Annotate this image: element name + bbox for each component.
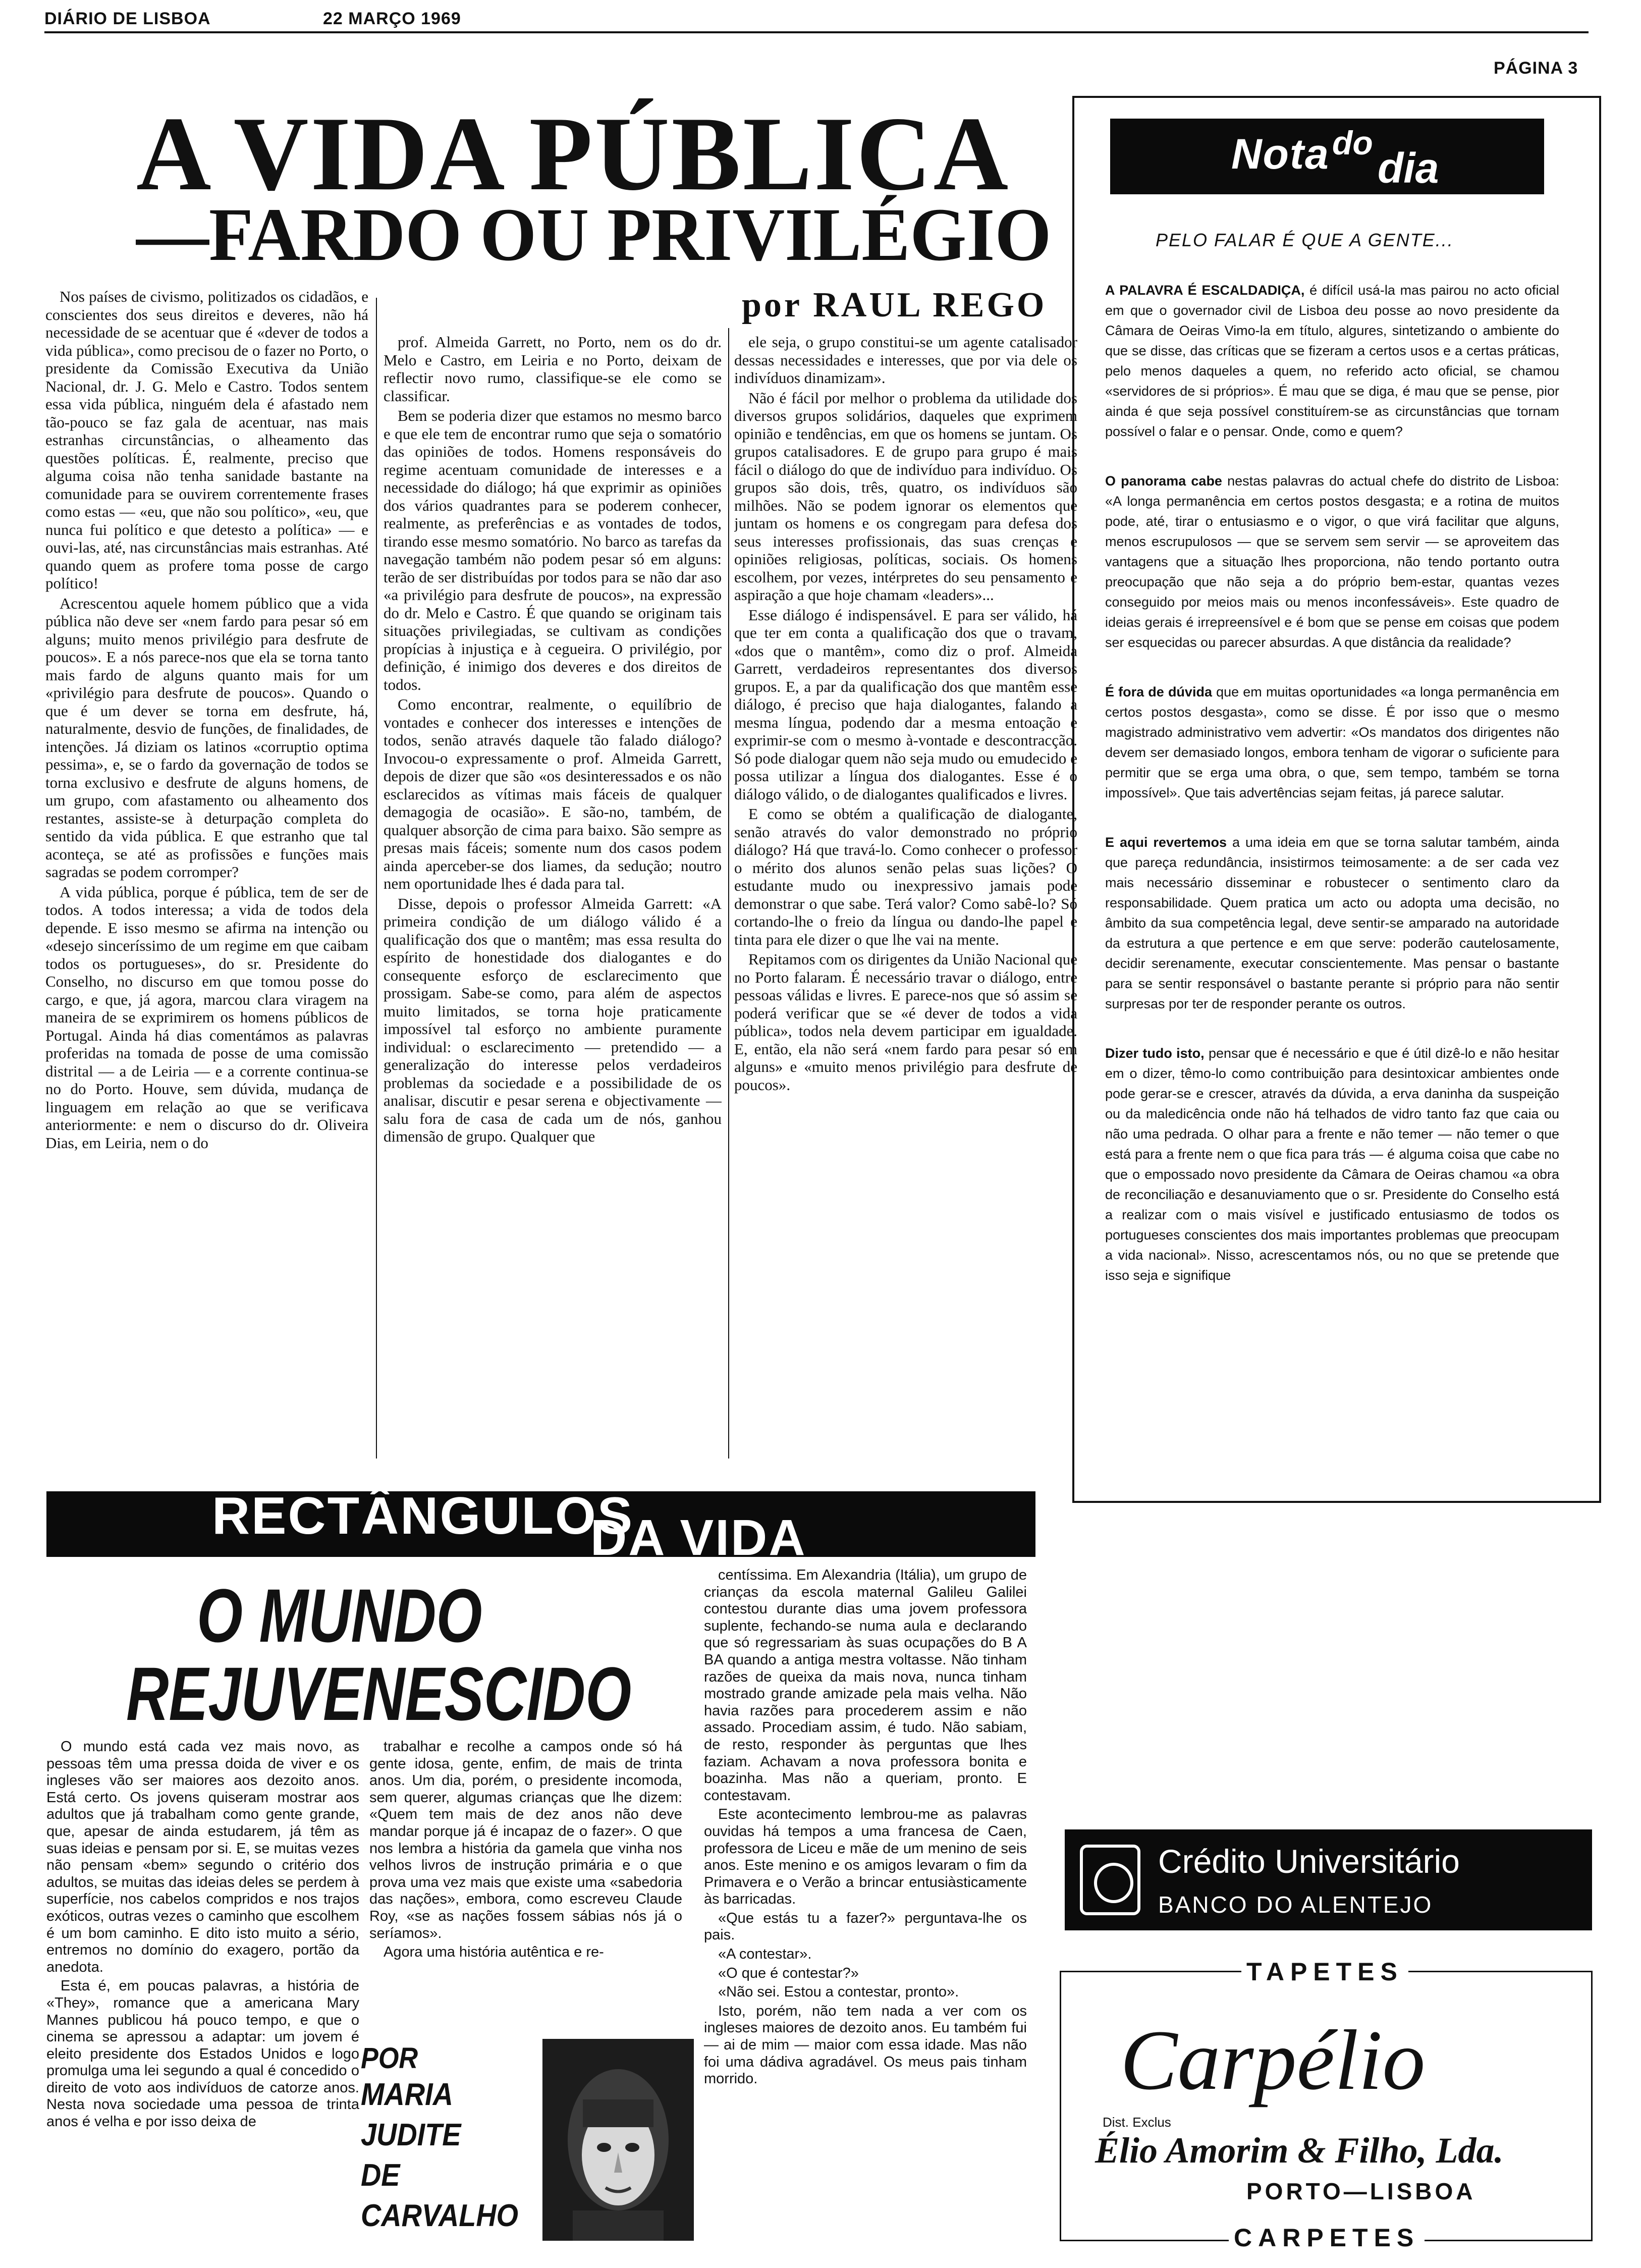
bank-logo-inner [1094, 1863, 1133, 1903]
article-paragraph: Repitamos com os dirigentes da União Nacional que no Porto falaram. É necessário travar o diálogo, entre pessoas válidas e livres. E parece-nos que só assim se poderá verificar que se «é dever de todos a vida pública», todos nela devem participar em igualdade. E, então, ela não será «nem fardo para pesar só em alguns» e «muito menos privilégio para desfrute de poucos». [734, 950, 1077, 1094]
article-title-line1: A VIDA PÚBLICA [136, 95, 1011, 212]
nota-subtitle: PELO FALAR É QUE A GENTE... [1156, 230, 1454, 250]
nota-text: que em muitas oportunidades «a longa permanência em certos postos desgasta», como se disse. É por isso que o mesmo magistrado administrativo vem advertir: «Os mandatos dos dirigentes não devem ser demasiado longos, embora tenham de vigorar o suficiente para permitir que se erga uma obra, o que, sem tempo, também se torna impossível». Que tais advertências sejam feitas, já parece salutar. [1105, 684, 1559, 800]
story-paragraph: Agora uma história autêntica e re- [384, 1944, 604, 1961]
story-paragraph: Isto, porém, não tem nada a ver com os ingleses maiores de dezoito anos. Eu também fui — ai de mim — maior com essa idade. Mas não foi uma dádiva agradável. Os meus pais tinham morrido. [704, 2003, 1027, 2087]
story-paragraph: centíssima. Em Alexandria (Itália), um grupo de crianças da escola maternal Galileu Galilei contestou durante dias uma jovem professora suplente, fechando-se numa aula e declarando que só regressariam às suas ocupações do B A BA quando a antiga mestra voltasse. Não tinham razões de queixa da mais nova, nunca tinham mostrado grande amizade pela mais velha. Não havia razões para procederem assim e não assado. Procediam assim, é tudo. Não sabiam, de resto, responder às perguntas que lhes faziam. Achavam a nova professora bonita e boazinha. Mas não a queriam, pronto. E contestavam. [704, 1567, 1027, 1804]
article-paragraph: Acrescentou aquele homem público que a vida pública não deve ser «nem fardo para pesar só em alguns; muito menos privilégio para desfrute de poucos». E a nós parece-nos que ela se torna tanto mais fardo de alguns quanto mais for um «privilégio para desfrute de poucos». Quando o que é um dever se torna em desfrute, há, naturalmente, desvio de funções, de finalidades, de intenções. Já diziam os latinos «corruptio optima pessima», e, se o fardo da governação de todos se torna exclusivo e desfrute de alguns homens, de um grupo, com afastamento ou alheamento dos restantes, assiste-se à deturpação completa do sentido da vida pública. E que estranho que tal aconteça, se até as profissões e funções mais sagradas se podem corromper? [45, 594, 368, 881]
story-title-line1: O MUNDO [197, 1573, 482, 1658]
nota-lead: A PALAVRA É ESCALDADIÇA, [1105, 283, 1305, 298]
story-byline-name: MARIA [361, 2077, 453, 2112]
nota-lead: E aqui revertemos [1105, 835, 1227, 850]
story-byline-name: JUDITE [361, 2118, 461, 2152]
article-paragraph: Esse diálogo é indispensável. E para ser válido, há que ter em conta a qualificação dos que o travam, «dos que o mantêm», como diz o prof. Almeida Garrett, verdadeiros representantes dos diversos grupos. E, a par da qualificação dos que mantêm esse diálogo, é preciso que haja dialogantes, falando a mesma língua, podendo dar a mesma entoação e exprimir-se com o mesmo à-vontade e descontracção. Só pode dialogar quem não seja mudo ou emudecido e possa utilizar a língua dos dialogantes. Esse é o diálogo válido, o de dialogantes qualificados e livres. [734, 606, 1077, 803]
story-column-1 [46, 1739, 359, 2248]
carpelio-brand: Carpélio [1120, 2013, 1426, 2108]
bank-logo-icon [1080, 1845, 1140, 1915]
nota-lead: O panorama cabe [1105, 473, 1222, 489]
carpetes-label: CARPETES [1229, 2223, 1425, 2252]
article-paragraph: Não é fácil por melhor o problema da utilidade dos diversos grupos solidários, daqueles que exprimem opinião e tendências, em que os homens se juntam. Os grupos catalisadores. E de grupo para grupo é mais fácil o diálogo do que de indivíduo para indivíduo. Os grupos são dois, três, quatro, os indivíduos são milhões. Não se podem ignorar os elementos que juntam os homens e os congregam para defesa dos seus interesses profissionais, das suas crenças e opiniões religiosas, políticas, sociais. Os homens escolhem, por vezes, intérpretes do seu pensamento e aspiração a que hoje chamam «leaders»... [734, 389, 1077, 604]
article-paragraph: prof. Almeida Garrett, no Porto, nem os do dr. Melo e Castro, em Leiria e no Porto, deixam de reflectir novo rumo, classifique-se ele como se classificar. [384, 333, 722, 405]
nota-paragraph [1105, 1043, 1559, 1285]
nota-lead: Dizer tudo isto, [1105, 1046, 1205, 1061]
masthead-paper: DIÁRIO DE LISBOA [44, 9, 211, 28]
nota-paragraph [1105, 832, 1559, 1014]
story-paragraph: «Não sei. Estou a contestar, pronto». [718, 1984, 959, 2001]
nota-body [1105, 280, 1559, 1481]
page-number: PÁGINA 3 [1494, 59, 1578, 78]
nota-do-dia-logo [1110, 119, 1544, 194]
article-column-3 [734, 333, 1077, 1459]
story-byline-por: POR [361, 2042, 418, 2075]
story-paragraph: «O que é contestar?» [718, 1965, 859, 1981]
nota-text: a uma ideia em que se torna salutar também, ainda que pareça redundância, insistirmos teimosamente: a de ser cada vez mais necessário disseminar e robustecer o sentimento claro da responsabilidade. Quem pratica um acto ou adopta uma decisão, no âmbito da sua competência legal, deve sentir-se amparado na autoridade da estrutura a que pertence e em que serve: poderão cautelosamente, decidir serenamente, executar conscientemente. Mas pensar o bastante para se sentir responsável o bastante perante si próprio para não sentir surpresas por ter de responder perante os outros. [1105, 835, 1559, 1011]
nota-lead: É fora de dúvida [1105, 684, 1212, 699]
rectangulos-banner-right: DA VIDA [590, 1509, 807, 1566]
nota-paragraph [1105, 471, 1559, 653]
article-column-2 [384, 333, 722, 1459]
nota-paragraph [1105, 280, 1559, 442]
credito-title: Crédito Universitário [1158, 1843, 1460, 1880]
nota-text: nestas palavras do actual chefe do distrito de Lisboa: «A longa permanência em certos postos desgasta; e a rotina de muitos pode, até, tirar o entusiasmo e o vigor, o que virá facilitar que alguns, menos escrupulosos — que se servem sem servir — se aproveitem das vantagens que a situação lhes proporciona, não tendo portanto outra preocupação que não seja a do próprio bem-estar, quantas vezes conseguido por meios mais ou menos inconfessáveis». Este quadro de ideias gerais é irrepreensível e é bom que se pense em coisas que podem ser esquecidas ou parecer absurdas. A que distância da realidade? [1105, 473, 1559, 650]
story-byline-name: CARVALHO [361, 2198, 519, 2233]
author-portrait [542, 2039, 694, 2241]
tapetes-label: TAPETES [1241, 1957, 1408, 1986]
nota-logo-word: do [1332, 124, 1373, 161]
story-title-line2: REJUVENESCIDO [126, 1651, 632, 1736]
article-paragraph: A vida pública, porque é pública, tem de ser de todos. A todos interessa; a vida de todos dela depende. E isso mesmo se afirma na intenção ou «desejo sinceríssimo de um regime em que caibam todos os portugueses», do sr. Presidente do Conselho, no discurso em que tomou posse do cargo, e que, já agora, marcou clara viragem na maneira de se exprimirem os homens públicos de Portugal. Ainda há dias comentámos as palavras proferidas na tomada de posse de uma comissão distrital — a de Leiria — e a corrente continua-se no do Porto. Houve, sem dúvida, mudança de linguagem em relação ao que se verificava anteriormente: e nem o discurso do dr. Oliveira Dias, em Leiria, nem o do [45, 883, 368, 1152]
article-paragraph: Bem se poderia dizer que estamos no mesmo barco e que ele tem de encontrar rumo que seja o somatório das opiniões de todos. Homens responsáveis do regime acentuam comunidade de interesses e a necessidade do diálogo; há que exprimir as opiniões dos vários quadrantes para se poderem conhecer, realmente, as preferências e as vontades de todos, tirando esse mesmo somatório. No barco as tarefas da navegação também não podem pesar só em alguns: terão de ser distribuídas por todos para se não dar aso «a privilégio para desfrute de poucos», na expressão do dr. Melo e Castro. É que quando se originam tais situações privilegiadas, se cultivam as condições propícias à injustiça e à cegueira. O privilégio, por definição, é inimigo dos deveres e dos direitos de todos. [384, 407, 722, 693]
nota-text: pensar que é necessário e que é útil dizê-lo e não hesitar em o dizer, têmo-lo como contribuição para desintoxicar ambientes onde pode gerar-se e crescer, através da dúvida, a erva daninha da suspeição ou da maledicência onde não há telhados de vidro tanto faz que caia ou não uma pedrada. O olhar para a frente e não temer — não temer o que está para a frente nem o que fica para trás — é alguma coisa que cabe no que o empossado novo presidente da Câmara de Oeiras chamou «a obra de reconciliação e desanuviamento que o sr. Presidente do Conselho está a realizar com o mais visível e justificado entusiasmo de todos os portugueses conscientes dos mais importantes problemas que preocupam a vida nacional». Nisso, acrescentamos nós, ou no que se pretende que isso seja e signifique [1105, 1046, 1559, 1283]
story-paragraph: trabalhar e recolhe a campos onde só há gente idosa, gente, enfim, de mais de trinta anos. Um dia, porém, o presidente incomoda, sem querer, algumas crianças que lhe dizem: «Quem tem mais de dez anos não deve mandar porque já é incapaz de o fazer». O que nos lembra a história da gamela que vinha nos velhos livros de instrução primária e o que prova uma vez mais que existe uma «sabedoria das nações», embora, como escreveu Claude Roy, «se as nações fossem sábias nós já o seríamos». [369, 1739, 682, 1941]
article-paragraph: Como encontrar, realmente, o equilíbrio de vontades e conhecer dos interesses e intenções de todos, senão através daquele tão falado diálogo? Invocou-o expressamente o prof. Almeida Garrett, depois de dizer que são «os desinteressados e os não esclarecidos as vítimas mais fáceis de qualquer demagogia de ocasião». E são-no, também, de qualquer absorção de cima para baixo. São sempre as presas mais fáceis; somente num dos casos podem ainda aperceber-se dos liames, da sedução; noutro nem oportunidade lhes é dada para tal. [384, 695, 722, 892]
story-paragraph: «A contestar». [718, 1946, 812, 1963]
credito-bank: BANCO DO ALENTEJO [1158, 1892, 1433, 1918]
article-column-1 [45, 288, 368, 1448]
article-title-line2: —FARDO OU PRIVILÉGIO [136, 193, 1052, 277]
article-paragraph: Nos países de civismo, politizados os cidadãos, e conscientes dos seus direitos e deveres, não há necessidade de se acentuar que é «dever de todos a vida pública», como precisou de o fazer no Porto, o presidente da Comissão Executiva da União Nacional, dr. J. G. Melo e Castro. Todos sentem essa vida pública, ninguém dela é afastado nem tão-pouco se faz gala de acentuar, nas mais estranhas circunstâncias, o alheamento das questões políticas. É, realmente, preciso que alguma coisa não tenha sanidade bastante na comunidade para se ouvirem correntemente frases como estas — «eu, que não sou político», «eu, que nunca fui político e que detesto a política» — e ouvi-las, até, nas circunstâncias mais estranhas. Até quando quem as profere toma posse de cargo político! [45, 288, 368, 592]
author-portrait-image [542, 2039, 694, 2241]
masthead-date: 22 MARÇO 1969 [323, 9, 461, 28]
carpelio-dist: Dist. Exclus [1103, 2115, 1171, 2130]
carpelio-distributor: Élio Amorim & Filho, Lda. [1095, 2130, 1504, 2171]
story-byline-name: DE [361, 2158, 400, 2193]
masthead-rule [44, 31, 1589, 33]
story-paragraph: «Que estás tu a fazer?» perguntava-lhe os pais. [704, 1910, 1027, 1943]
rectangulos-banner-left: RECTÂNGULOS [212, 1487, 634, 1545]
article-paragraph: ele seja, o grupo constitui-se um agente catalisador dessas necessidades e interesses, que por via dele os indivíduos dinamizam». [734, 333, 1077, 387]
nota-paragraph [1105, 682, 1559, 803]
nota-text: é difícil usá-la mas pairou no acto oficial em que o governador civil de Lisboa deu posse ao novo presidente da Câmara de Oeiras Vimo-la em título, algures, sintetizando o ambiente do que se disse, das críticas que se fizeram a certos usos e a certas práticas, pelo menos daqueles a quem, no referido acto oficial, se chamou «servidores de si próprios». É mau que se diga, é mau que se pense, pior ainda é que seja possível constituírem-se as circunstâncias que tornam possível o falar e o pensar. Onde, como e quem? [1105, 283, 1559, 439]
story-paragraph: O mundo está cada vez mais novo, as pessoas têm uma pressa doida de viver e os ingleses vão ser maiores aos dezoito anos. Está certo. Os jovens quiseram mostrar aos adultos que já trabalham como gente grande, que, apesar de ainda estudarem, já têm as suas ideias e pensam por si. E, se muitas vezes não pensam «bem» segundo o critério dos adultos, se muitas das ideias deles se perdem à superfície, nos cabelos compridos e nos trajos exóticos, outras vezes o caminho que escolhem é um bom caminho. E dito isto muito a sério, entremos no domínio do exagero, portão da anedota. [46, 1739, 359, 1975]
article-byline: por RAUL REGO [742, 286, 1047, 325]
credito-ad [1065, 1829, 1592, 1930]
story-column-3 [704, 1567, 1027, 2248]
article-paragraph: Disse, depois o professor Almeida Garrett: «A primeira condição de um diálogo válido é a qualificação dos que o mantêm; mas essa resulta do espírito de honestidade dos dialogantes e do consequente esforço de esclarecimento que prossigam. Sabe-se como, para além de aspectos muito limitados, se torna hoje praticamente impossível tal esforço no ambiente puramente individual: o esclarecimento — pretendido — a generalização do interesse pelos verdadeiros problemas da sociedade e a possibilidade de os analisar, discutir e pesar serena e objectivamente — salu fora de casa de cada um de nós, ganhou dimensão de grupo. Qualquer que [384, 894, 722, 1145]
article-paragraph: E como se obtém a qualificação de dialogante, senão através do valor demonstrado no próprio diálogo? Há que travá-lo. Como conhecer o professor o mérito dos alunos senão pelas suas lições? O estudante mudo ou inexpressivo jamais pode demonstrar o que sabe. Terá valor? Como sabê-lo? Só cortando-lhe o freio da língua ou dando-lhe papel e tinta para ele dizer o que lhe vai na mente. [734, 805, 1077, 948]
carpelio-cities: PORTO—LISBOA [1246, 2178, 1476, 2204]
nota-logo-word: dia [1378, 144, 1439, 192]
story-paragraph: Esta é, em poucas palavras, a história de «They», romance que a americana Mary Mannes publicou há pouco tempo, e que o cinema se apressou a adaptar: um jovem é eleito presidente dos Estados Unidos e logo promulga uma lei segundo a qual é concedido o direito de voto aos indivíduos de catorze anos. Nesta nova sociedade uma pessoa de trinta anos é velha e por isso deixa de [46, 1978, 359, 2130]
story-column-2 [369, 1739, 682, 2021]
column-divider [376, 298, 377, 1459]
story-paragraph: Este acontecimento lembrou-me as palavras ouvidas há tempos a uma francesa de Caen, professora de Liceu e mãe de um menino de seis anos. Este menino e os amigos levaram o fim da Primavera e o Verão a brincar entusiàsticamente às barricadas. [704, 1806, 1027, 1908]
nota-logo-word: Nota [1231, 130, 1330, 178]
column-divider [728, 328, 729, 1459]
